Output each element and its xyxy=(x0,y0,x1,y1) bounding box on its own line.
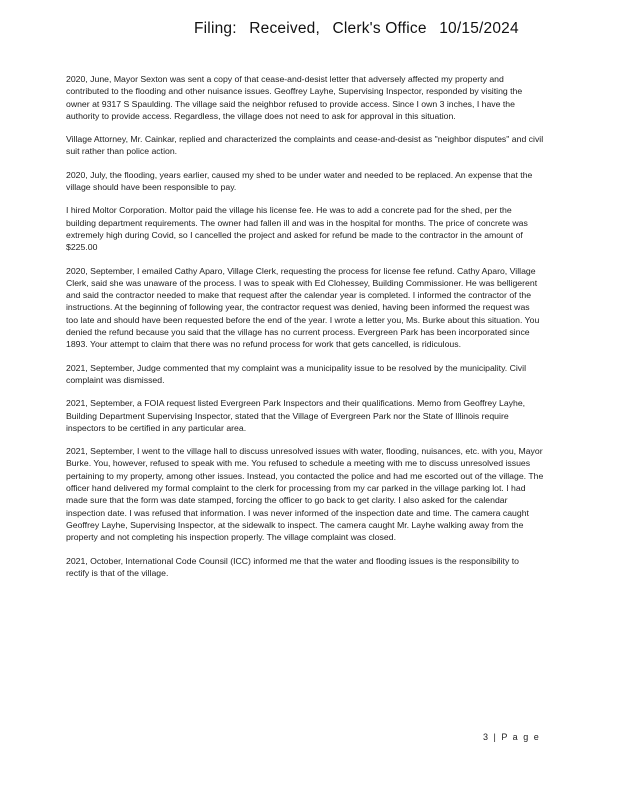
paragraph-july-2020: 2020, July, the flooding, years earlier, caused my shed to be under water and needed to be replaced. An expense that the village should have been responsible to pay. xyxy=(66,169,533,193)
filing-status: Received, xyxy=(249,20,320,37)
filing-label: Filing: xyxy=(194,20,237,37)
document-body xyxy=(66,73,544,590)
page-number: 3 | P a g e xyxy=(483,732,541,742)
paragraph-foia-2021: 2021, September, a FOIA request listed Evergreen Park Inspectors and their qualifications. Memo from Geoffrey Layhe, Building Department Supervising Inspector, stated that the Village of Evergreen Park nor the State of Illinois require inspectors to be certified in any particular area. xyxy=(66,398,526,433)
paragraph-village-attorney: Village Attorney, Mr. Cainkar, replied and characterized the complaints and cease-and-desist as "neighbor disputes" and civil suit rather than police action. xyxy=(66,134,544,157)
filing-office: Clerk's Office xyxy=(332,20,427,37)
paragraph-icc-2021: 2021, October, International Code Counsil (ICC) informed me that the water and flooding issues is the responsibility to rectify is that of the village. xyxy=(66,555,519,578)
filing-stamp-header xyxy=(194,20,527,38)
filing-date: 10/15/2024 xyxy=(439,20,519,37)
paragraph-june-2020: 2020, June, Mayor Sexton was sent a copy of that cease-and-desist letter that adversely affected my property and contributed to the flooding and other nuisance issues. Geoffrey Layhe, Supervising Inspector, responded by visiting the owner at 9317 S Spaulding. The village said the neighbor refused to provide access. Since I own 3 inches, I have the authority to provide access. Regardless, the village does not need to ask for approval in this situation. xyxy=(66,74,523,121)
paragraph-moltor: I hired Moltor Corporation. Moltor paid the village his license fee. He was to add a concrete pad for the shed, per the building department requirements. The owner had fallen ill and was in the hospital for months. The price of concrete was extremely high during Covid, so I cancelled the project and asked for refund be made to the contractor in the amount of $225.00 xyxy=(66,205,528,253)
paragraph-village-hall-2021: 2021, September, I went to the village hall to discuss unresolved issues with water, flooding, nuisances, etc. with you, Mayor Burke. You, however, refused to speak with me. You refused to schedule a meeting with me to discuss unresolved issues pertaining to my property, among other issues. Instead, you contacted the police and had me escorted out of the village. The officer hand delivered my formal complaint to the clerk for processing from my car parked in the village parking lot. I had made sure that the form was date stamped, forcing the officer to go back to get clarity. I also asked for the calendar inspection date. I was refused that information. I was never informed of the inspection date and time. The camera caught Geoffrey Layhe, Supervising Inspector, at the sidewalk to inspect. The camera caught Mr. Layhe walking away from the property and not completing his inspection properly. The village complaint was closed. xyxy=(66,446,544,543)
paragraph-judge-2021: 2021, September, Judge commented that my complaint was a municipality issue to be resolved by the municipality. Civil complaint was dismissed. xyxy=(66,362,527,385)
paragraph-september-2020: 2020, September, I emailed Cathy Aparo, Village Clerk, requesting the process for license fee refund. Cathy Aparo, Village Clerk, said she was unaware of the process. I was to speak with Ed Clohessey, Building Commissioner. He was belligerent and said the contractor needed to make that request after the calendar year is completed. I informed the contractor of the instructions. At the beginning of following year, the contractor request was denied, having been informed the request was too late and should have been requested before the end of the year. I wrote a letter you, Ms. Burke about this situation. You denied the refund because you said that the village has no current process. Evergreen Park has been incorporated since 1893. Your attempt to claim that there was no refund process for work that gets cancelled, is ridiculous. xyxy=(66,265,540,350)
